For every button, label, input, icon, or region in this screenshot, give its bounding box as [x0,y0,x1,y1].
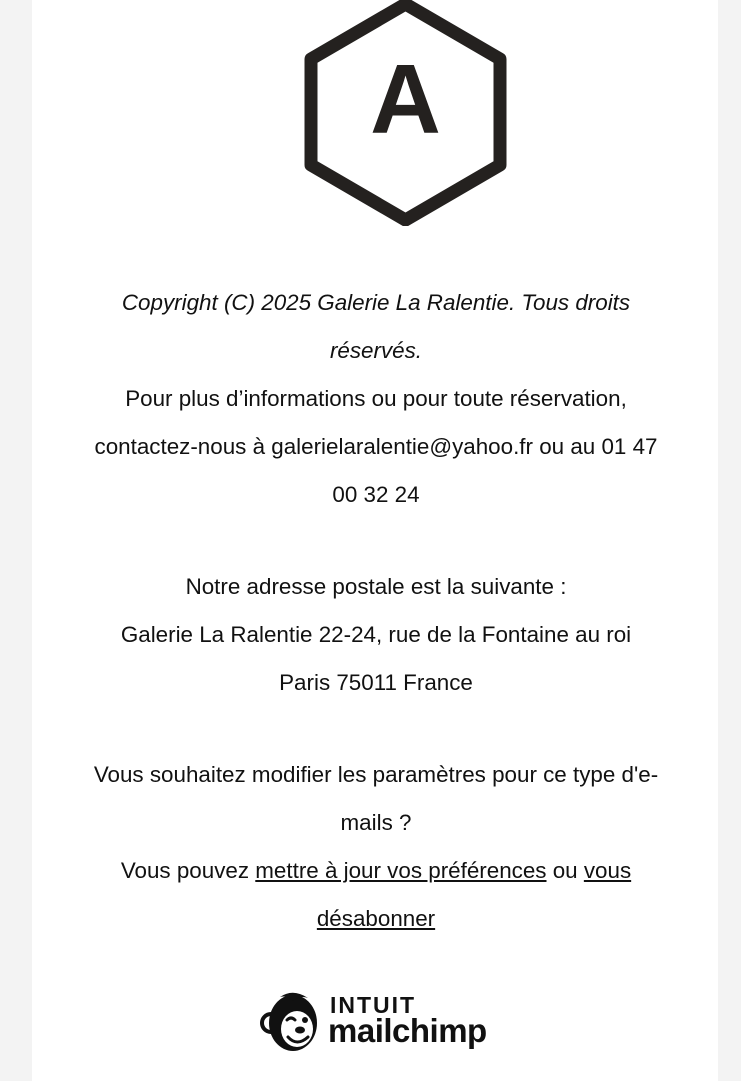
contact-text: Pour plus d’informations ou pour toute réservation, contactez-nous à galerielaralentie@yahoo.fr ou au 01 47 00 32 24 [94,386,658,507]
gallery-logo [302,0,509,226]
mailchimp-wordmark: mailchimp [328,1012,487,1049]
preferences-or: ou [546,858,584,883]
address-heading: Notre adresse postale est la suivante : [185,574,567,599]
freddie-monkey-icon [260,989,322,1055]
mailchimp-logo[interactable] [260,989,494,1055]
logo-letter: A [370,44,441,154]
email-footer-card [32,0,718,1081]
preferences-prefix: Vous pouvez [120,858,256,883]
intuit-wordmark: INTUIT [330,992,417,1018]
address-line-2: Paris 75011 France [279,670,473,695]
preferences-question: Vous souhaitez modifier les paramètres pour ce type d'e-mails ? [93,762,659,835]
footer-text-block [92,279,660,943]
preferences-links-line [92,847,660,943]
unsubscribe-link[interactable]: vous désabonner [316,858,632,931]
address-line-1: Galerie La Ralentie 22-24, rue de la Fontaine au roi [120,622,632,647]
copyright-text: Copyright (C) 2025 Galerie La Ralentie. Tous droits réservés. [121,290,631,363]
spacer [92,707,660,751]
spacer [92,519,660,563]
update-preferences-link[interactable]: mettre à jour vos préférences [255,858,547,883]
